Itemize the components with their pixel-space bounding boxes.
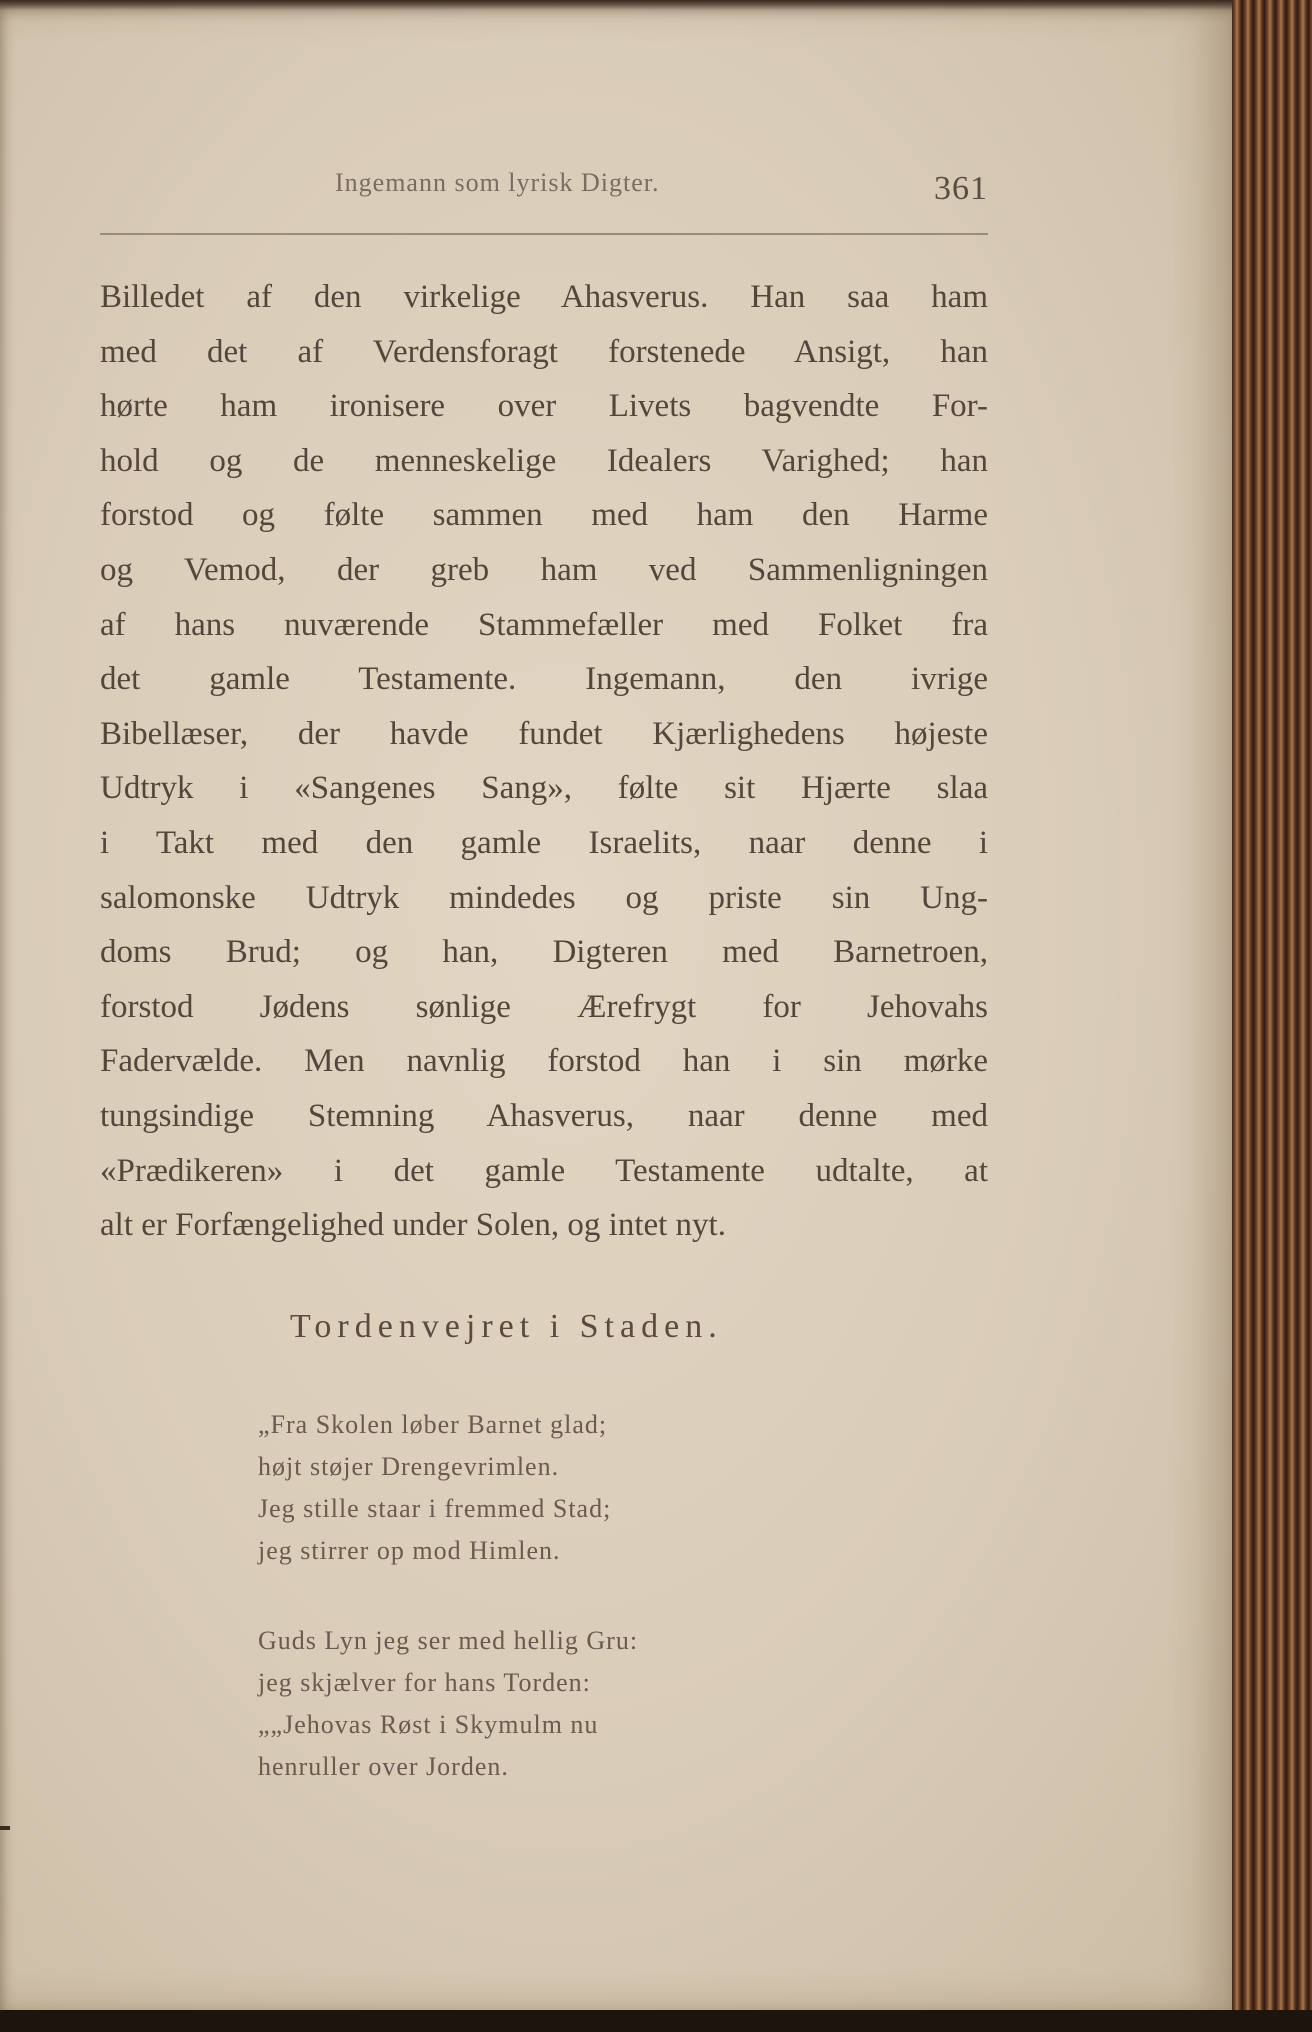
page-top-shadow	[0, 0, 1240, 10]
verse-line: højt støjer Drengevrimlen.	[258, 1452, 560, 1481]
text-line: tungsindige Stemning Ahasverus, naar denne med	[100, 1097, 988, 1134]
page-edge-mark	[0, 1826, 10, 1830]
verse-line: jeg stirrer op mod Himlen.	[258, 1536, 561, 1565]
page-number: 361	[934, 170, 988, 207]
running-title: Ingemann som lyrisk Digter.	[335, 168, 660, 197]
poem-title: Tordenvejret i Staden.	[290, 1308, 723, 1345]
book-bottom-edge	[0, 2010, 1312, 2032]
text-line: af hans nuværende Stammefæller med Folket fra	[100, 606, 988, 643]
text-line: i Takt med den gamle Israelits, naar denne i	[100, 824, 988, 861]
text-line: Fadervælde. Men navnlig forstod han i sin mørke	[100, 1043, 988, 1080]
text-line: salomonske Udtryk mindedes og priste sin Ung-	[100, 879, 988, 916]
page-header	[100, 158, 988, 208]
text-line: alt er Forfængelighed under Solen, og intet nyt.	[100, 1207, 726, 1244]
verse-line: jeg skjælver for hans Torden:	[258, 1668, 591, 1697]
text-line: Udtryk i «Sangenes Sang», følte sit Hjærte slaa	[100, 770, 988, 807]
body-text	[100, 270, 988, 1253]
header-rule	[100, 233, 988, 235]
verse-line: henruller over Jorden.	[258, 1752, 509, 1781]
text-line: det gamle Testamente. Ingemann, den ivrige	[100, 661, 988, 698]
verse-line: „„Jehovas Røst i Skymulm nu	[258, 1710, 599, 1739]
verse-line: Guds Lyn jeg ser med hellig Gru:	[258, 1626, 639, 1655]
text-line: hold og de menneskelige Idealers Varighed; han	[100, 442, 988, 479]
text-line: doms Brud; og han, Digteren med Barnetroen,	[100, 934, 988, 971]
text-line: Bibellæser, der havde fundet Kjærlighedens højeste	[100, 715, 988, 752]
text-line: forstod og følte sammen med ham den Harme	[100, 497, 988, 534]
verse-line: Jeg stille staar i fremmed Stad;	[258, 1494, 612, 1523]
verse-line: „Fra Skolen løber Barnet glad;	[258, 1410, 608, 1439]
poem-stanza	[258, 1620, 858, 1788]
text-line: forstod Jødens sønlige Ærefrygt for Jehovahs	[100, 988, 988, 1025]
poem-stanza	[258, 1404, 858, 1572]
text-line: og Vemod, der greb ham ved Sammenligningen	[100, 551, 988, 588]
book-page-edges	[1232, 0, 1312, 2032]
text-line: hørte ham ironisere over Livets bagvendte For-	[100, 388, 988, 425]
text-line: «Prædikeren» i det gamle Testamente udtalte, at	[100, 1152, 988, 1189]
text-line: Billedet af den virkelige Ahasverus. Han saa ham	[100, 279, 988, 315]
text-line: med det af Verdensforagt forstenede Ansigt, han	[100, 333, 988, 370]
